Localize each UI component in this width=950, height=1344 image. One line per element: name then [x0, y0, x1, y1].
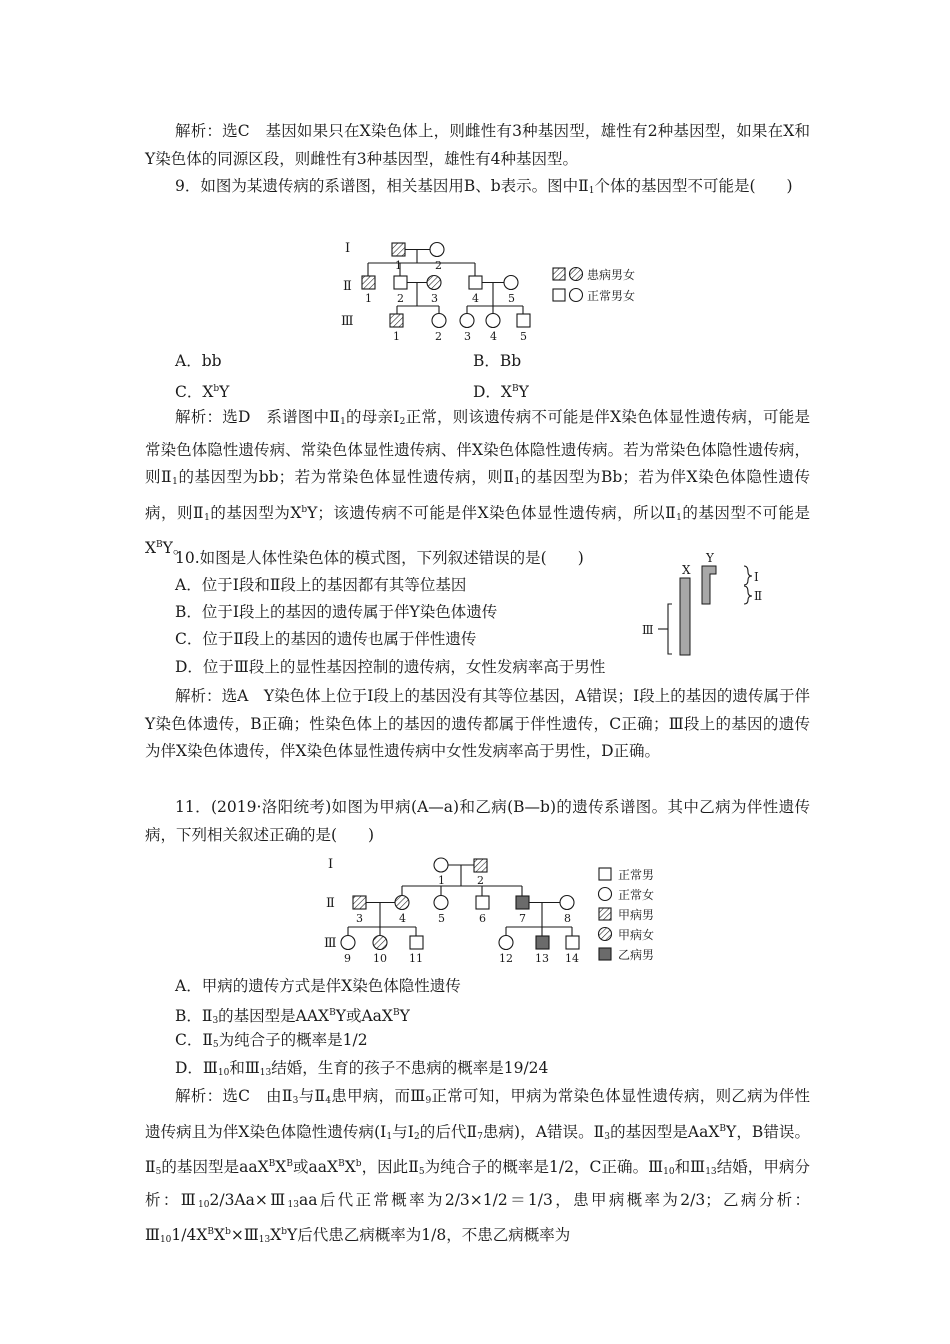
- I1-affected-male: [392, 243, 405, 256]
- q9-option-a: A．bb: [175, 352, 222, 370]
- q11-option-c: C．$Ⅱ_5$为纯合子的概率是1/2: [175, 1031, 368, 1050]
- svg-text:12: 12: [499, 952, 513, 965]
- y-chromosome: [702, 566, 716, 604]
- svg-text:X: X: [682, 563, 691, 577]
- q11-stem: 11．(2019·洛阳统考)如图为甲病(A—a)和乙病(B—b)的遗传系谱图。其中乙病为伴性遗传病，下列相关叙述正确的是( ): [145, 798, 810, 844]
- II8-normal-female: [560, 896, 574, 910]
- q11-pedigree-figure: [320, 852, 675, 970]
- legend-affected: 患病男女: [587, 268, 636, 282]
- x-chromosome: [680, 578, 690, 655]
- svg-text:3: 3: [356, 912, 363, 925]
- svg-text:Ⅲ: Ⅲ: [642, 623, 654, 637]
- II3-jia-male: [353, 896, 366, 909]
- legend-normal-male: 正常男: [618, 868, 655, 882]
- II2-normal-male: [394, 276, 407, 289]
- II5-normal-female: [504, 276, 518, 290]
- svg-text:10: 10: [373, 952, 387, 965]
- legend-jia-female: 甲病女: [618, 928, 655, 942]
- q10-analysis: 解析：选A Y染色体上位于Ⅰ段上的基因没有其等位基因，A错误；Ⅰ段上的基因的遗传属于伴Y染色体遗传，B正确；性染色体上的基因的遗传都属于伴性遗传，C正确；Ⅲ段上的基因的遗传为伴X染色体遗传，伴X染色体显性遗传病中女性发病率高于男性，D正确。: [145, 687, 810, 760]
- svg-text:2: 2: [477, 874, 484, 887]
- svg-text:Ⅱ: Ⅱ: [326, 896, 335, 911]
- svg-text:Ⅰ: Ⅰ: [328, 857, 334, 872]
- svg-text:Ⅱ: Ⅱ: [754, 589, 763, 603]
- legend-normal-female: 正常女: [618, 888, 655, 902]
- svg-text:14: 14: [565, 952, 579, 965]
- q11-option-a: A．甲病的遗传方式是伴X染色体隐性遗传: [175, 977, 461, 995]
- III3-normal-female: [460, 314, 474, 328]
- q11-analysis: 解析：选C 由$Ⅱ_3$与$Ⅱ_4$患甲病，而$Ⅲ_9$正常可知，甲病为常染色体显性遗传病，则乙病为伴性遗传病且为伴X染色体隐性遗传病($Ⅰ_1$与$Ⅰ_2$的后代$Ⅱ_7$患病)，A错误。$Ⅱ_3$的基因型是AaX$^B$Y，B错误。$Ⅱ_5$的基因型是$aaX^BX^B$或$aaX^BX^b$，因此$Ⅱ_5$为纯合子的概率是1/2，C正确。$Ⅲ_{10}$和$Ⅲ_{13}$结婚，甲病分析：$Ⅲ_{10}2/3Aa\times Ⅲ_{13}aa$后代正常概率为2/3×1/2＝1/3，患甲病概率为2/3；乙病分析：$Ⅲ_{10}1/4X^BX^b\times Ⅲ_{13}X^bY$后代患乙病概率为1/8，不患乙病概率为: [145, 1087, 810, 1245]
- II1-affected-male: [362, 276, 375, 289]
- legend-normal: 正常男女: [587, 289, 636, 303]
- q9-stem: 9．如图为某遗传病的系谱图，相关基因用B、b表示。图中$Ⅱ_1$个体的基因型不可能是( ): [175, 177, 793, 196]
- q9-analysis: 解析：选D 系谱图中$Ⅱ_1$的母亲$Ⅰ_2$正常，则该遗传病不可能是伴X染色体显性遗传病，可能是常染色体隐性遗传病、常染色体显性遗传病、伴X染色体隐性遗传病。若为常染色体隐性遗传病，则$Ⅱ_1$的基因型为bb；若为常染色体显性遗传病，则$Ⅱ_1$的基因型为Bb；若为伴X染色体隐性遗传病，则$Ⅱ_1$的基因型为$X^bY$；该遗传病不可能是伴X染色体显性遗传病，所以$Ⅱ_1$的基因型不可能是$X^BY$。: [145, 408, 811, 557]
- q11-option-b: B．$Ⅱ_3$的基因型是$AAX^BY$或AaX$^B$Y: [175, 1007, 410, 1026]
- svg-text:11: 11: [409, 952, 423, 965]
- III4-normal-female: [486, 314, 500, 328]
- q10-option-d: D．位于Ⅲ段上的显性基因控制的遗传病，女性发病率高于男性: [175, 658, 606, 676]
- svg-text:7: 7: [519, 912, 526, 925]
- svg-text:Y: Y: [706, 551, 714, 565]
- III11-normal-male: [410, 936, 423, 949]
- gen-label: Ⅰ: [345, 241, 351, 256]
- III13-yi-male: [536, 936, 549, 949]
- legend-yi-male: 乙病男: [618, 948, 655, 962]
- II6-normal-male: [476, 896, 489, 909]
- I1-normal-female: [434, 858, 448, 872]
- q10-sex-chromosome-figure: [640, 548, 775, 660]
- svg-text:13: 13: [535, 952, 549, 965]
- q10-option-a: A．位于Ⅰ段和Ⅱ段上的基因都有其等位基因: [175, 576, 467, 594]
- svg-text:2: 2: [435, 259, 442, 272]
- q10-option-c: C．位于Ⅱ段上的基因的遗传也属于伴性遗传: [175, 630, 477, 648]
- gen-label: Ⅱ: [343, 279, 352, 294]
- III2-normal-female: [432, 314, 446, 328]
- svg-text:1: 1: [393, 330, 400, 343]
- II7-yi-male: [516, 896, 529, 909]
- svg-text:Ⅲ: Ⅲ: [324, 936, 337, 951]
- svg-text:2: 2: [435, 330, 442, 343]
- q9-option-d: D．$X^BY$: [473, 383, 529, 401]
- II4-normal-male: [469, 276, 482, 289]
- legend-jia-male: 甲病男: [618, 908, 655, 922]
- svg-text:1: 1: [438, 874, 445, 887]
- svg-text:4: 4: [490, 330, 497, 343]
- III12-normal-female: [499, 936, 513, 950]
- q9-option-b: B．Bb: [473, 352, 522, 370]
- svg-text:5: 5: [520, 330, 527, 343]
- svg-text:2: 2: [397, 292, 404, 305]
- svg-text:6: 6: [479, 912, 486, 925]
- svg-text:9: 9: [344, 952, 351, 965]
- svg-text:3: 3: [464, 330, 471, 343]
- II4-jia-female: [395, 896, 409, 910]
- q11-option-d: D．$Ⅲ_{10}$和$Ⅲ_{13}$结婚，生育的孩子不患病的概率是19/24: [175, 1059, 549, 1078]
- III1-affected-male: [390, 314, 403, 327]
- svg-text:Ⅰ: Ⅰ: [754, 570, 759, 584]
- I2-normal-female: [430, 243, 444, 257]
- q9-pedigree-figure: [335, 232, 675, 347]
- q10-stem: 10.如图是人体性染色体的模式图，下列叙述错误的是( ): [175, 549, 584, 567]
- svg-text:5: 5: [508, 292, 515, 305]
- II5-normal-female: [434, 896, 448, 910]
- III5-normal-male: [517, 314, 530, 327]
- q9-option-c: C．$X^bY$: [175, 383, 230, 401]
- q10-option-b: B．位于Ⅰ段上的基因的遗传属于伴Y染色体遗传: [175, 603, 498, 621]
- III10-jia-female: [373, 936, 387, 950]
- III14-normal-male: [566, 936, 579, 949]
- svg-text:8: 8: [564, 912, 571, 925]
- svg-text:5: 5: [438, 912, 445, 925]
- svg-text:4: 4: [472, 292, 479, 305]
- III9-normal-female: [341, 936, 355, 950]
- svg-text:1: 1: [365, 292, 372, 305]
- II3-affected-female: [427, 276, 441, 290]
- svg-text:1: 1: [395, 259, 402, 272]
- gen-label: Ⅲ: [341, 314, 354, 329]
- svg-text:3: 3: [431, 292, 438, 305]
- I2-jia-male: [474, 859, 487, 872]
- svg-text:4: 4: [399, 912, 406, 925]
- q8-analysis: 解析：选C 基因如果只在X染色体上，则雌性有3种基因型，雄性有2种基因型，如果在X和Y染色体的同源区段，则雌性有3种基因型，雄性有4种基因型。: [145, 122, 810, 168]
